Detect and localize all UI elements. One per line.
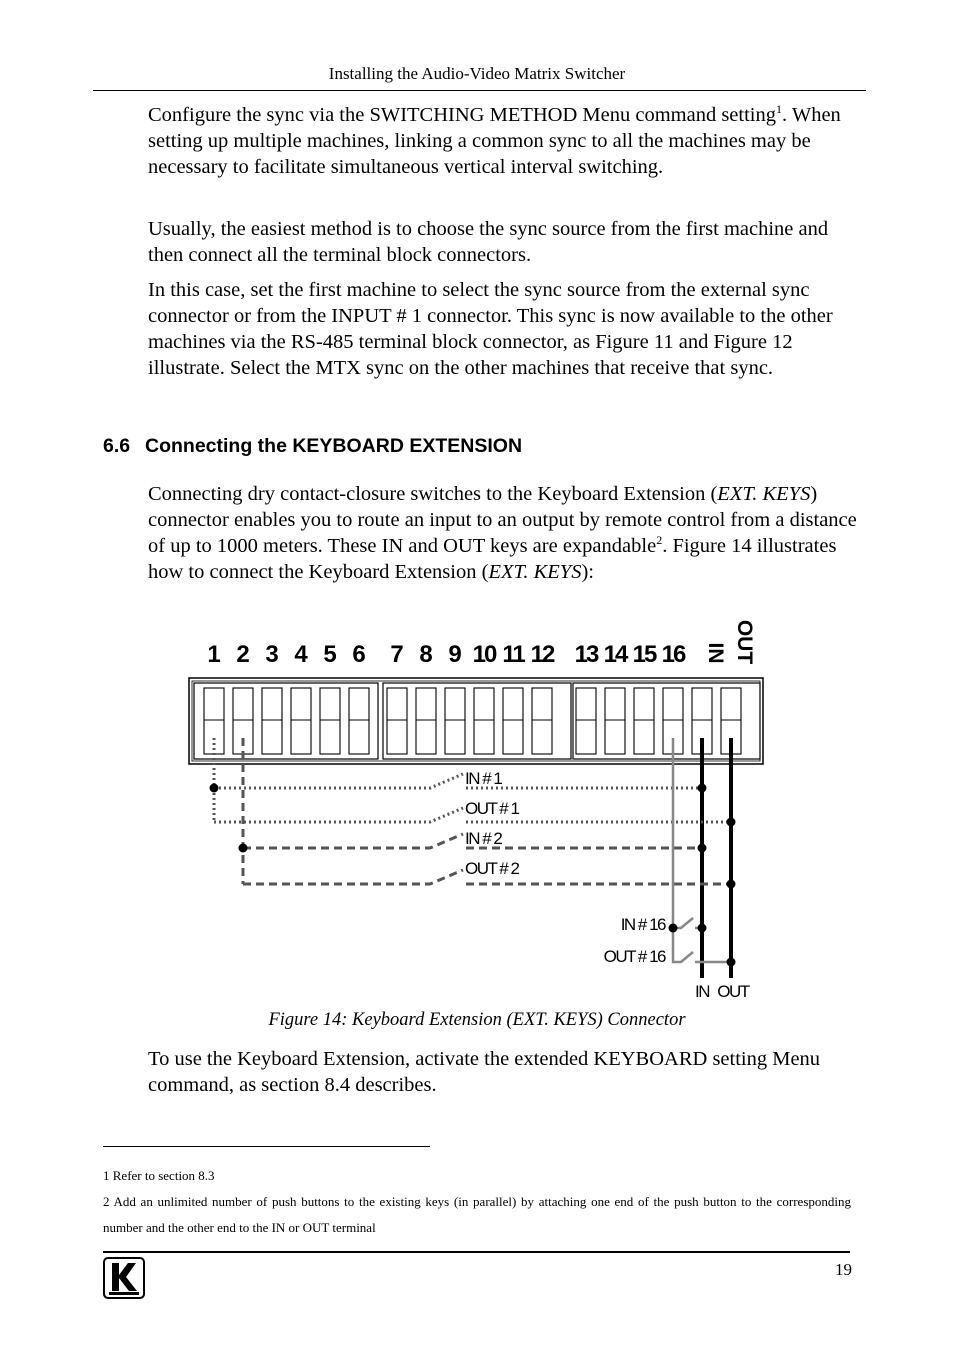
terminal-slot — [532, 688, 552, 754]
wire-label: OUT # 2 — [465, 859, 519, 878]
pin-label: 9 — [448, 641, 462, 668]
wire-label: OUT # 1 — [465, 799, 519, 818]
switch-wire-left — [214, 774, 463, 788]
pin-label: 10 — [472, 641, 496, 668]
page-number: 19 — [835, 1260, 852, 1279]
paragraph-keyboard-extension — [148, 481, 860, 585]
footer-rule — [103, 1251, 850, 1253]
paragraph-text: . Figure 14 illustrates how to connect the Keyboard Extension ( — [148, 535, 837, 583]
out16-switch — [673, 928, 693, 962]
terminal-slot — [416, 688, 436, 754]
section-number: 6.6 — [103, 435, 131, 457]
wire-label: IN # 2 — [465, 829, 502, 848]
junction-dot — [727, 818, 736, 827]
pin-label: 1 — [207, 641, 221, 668]
terminal-slot — [387, 688, 407, 754]
pin-label: 7 — [390, 641, 404, 668]
junction-dot — [698, 784, 707, 793]
footnote-2: 2 Add an unlimited number of push buttons to the existing keys (in parallel) by attaching one end of the push button to the corresponding number and the other end to the IN or OUT terminal — [103, 1194, 851, 1235]
wire-label: IN # 1 — [465, 769, 502, 788]
terminal-block-connector — [189, 678, 763, 764]
pin-label: 11 — [502, 641, 524, 668]
section-title: Connecting the KEYBOARD EXTENSION — [145, 435, 523, 457]
running-header: Installing the Audio-Video Matrix Switcher — [328, 64, 626, 83]
terminal-slot — [474, 688, 494, 754]
paragraph-text: ) connector enables you to route an input to an output by remote control from a distance of up to 1000 meters. These IN and OUT keys are expandable — [148, 483, 857, 557]
junction-dot — [727, 958, 736, 967]
terminal-slot — [320, 688, 340, 754]
terminal-slot — [634, 688, 654, 754]
pin-label: IN — [704, 642, 727, 664]
terminal-slot — [349, 688, 369, 754]
paragraph-text: Connecting dry contact-closure switches to the Keyboard Extension ( — [148, 483, 718, 505]
pin-label: 15 — [632, 641, 656, 668]
pin-label: 12 — [530, 641, 554, 668]
pin-label: 5 — [323, 641, 337, 668]
bus-label: IN — [695, 982, 709, 1001]
pin-label: 8 — [419, 641, 433, 668]
emphasis-ext-keys: EXT. KEYS — [717, 483, 811, 505]
pin-label: 3 — [265, 641, 279, 668]
header-rule — [93, 90, 866, 91]
terminal-slot — [445, 688, 465, 754]
kramer-logo-icon — [103, 1257, 145, 1299]
footnote-ref-2[interactable]: 2 — [656, 533, 663, 548]
terminal-slot — [503, 688, 523, 754]
paragraph-text: ): — [581, 561, 594, 583]
footnote-ref-1[interactable]: 1 — [775, 102, 782, 117]
paragraph-text: . When setting up multiple machines, linking a common sync to all the machines may be necessary to facilitate simultaneous vertical interval switching. — [148, 104, 841, 178]
keyboard-extension-diagram — [180, 620, 780, 1010]
terminal-slot — [291, 688, 311, 754]
terminal-slot — [576, 688, 596, 754]
pin-label: 4 — [294, 641, 308, 668]
paragraph-sync-config — [148, 102, 860, 180]
junction-dot — [727, 880, 736, 889]
figure-caption: Figure 14: Keyboard Extension (EXT. KEYS) Connector — [268, 1010, 686, 1030]
terminal-slot — [605, 688, 625, 754]
pin-label: 2 — [236, 641, 250, 668]
pin-label: 14 — [603, 641, 627, 668]
paragraph-sync-source: In this case, set the first machine to select the sync source from the external sync connector or from the INPUT # 1 connector. This sync is now available to the other machines via the RS-485 terminal block connector, as Figure 11 and Figure 12 illustrate. Select the MTX sync on the other machines that receive that sync. — [148, 279, 833, 379]
pin-label: 13 — [574, 641, 598, 668]
switch-wire-left — [243, 870, 463, 884]
wire-label: IN # 16 — [620, 915, 665, 934]
junction-dot — [210, 784, 219, 793]
section-heading — [103, 435, 522, 458]
junction-dot — [239, 844, 248, 853]
wire-label: OUT # 16 — [603, 947, 665, 966]
paragraph-activate: To use the Keyboard Extension, activate the extended KEYBOARD setting Menu command, as section 8.4 describes. — [148, 1048, 821, 1096]
paragraph-text: Configure the sync via the SWITCHING METHOD Menu command setting — [148, 104, 776, 126]
footnote-1: 1 Refer to section 8.3 — [103, 1168, 215, 1183]
pin-labels — [207, 620, 756, 668]
junction-dot — [698, 844, 707, 853]
pin-label: 6 — [352, 641, 366, 668]
terminal-slot — [262, 688, 282, 754]
footnote-rule — [103, 1146, 430, 1147]
bus-label: OUT — [717, 982, 749, 1001]
emphasis-ext-keys: EXT. KEYS — [488, 561, 582, 583]
pin-label: 16 — [661, 641, 685, 668]
junction-dot — [669, 924, 678, 933]
pin-label: OUT — [733, 620, 756, 665]
junction-dot — [698, 924, 707, 933]
switch-wire-left — [214, 808, 463, 822]
paragraph-sync-method: Usually, the easiest method is to choose the sync source from the first machine and then connect all the terminal block connectors. — [148, 218, 829, 266]
switch-wire-left — [243, 834, 463, 848]
